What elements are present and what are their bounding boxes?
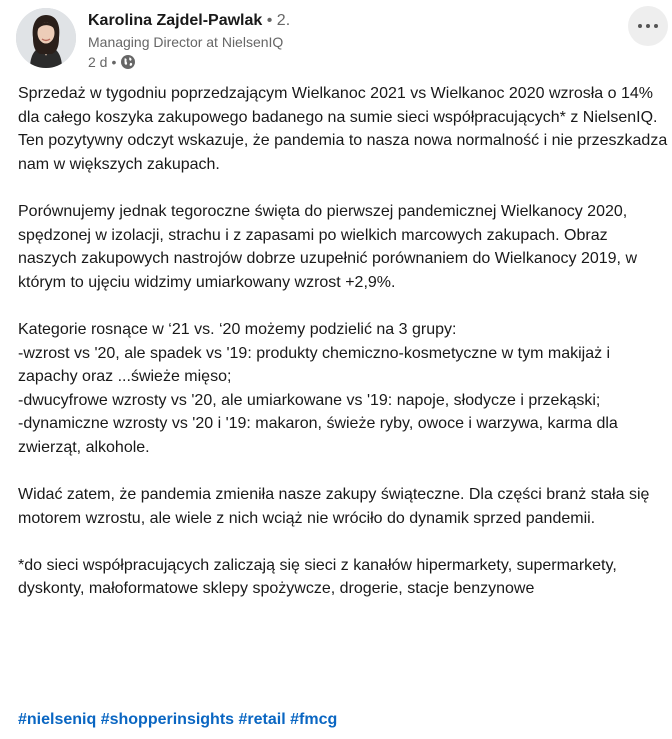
post-age: 2 d (88, 54, 108, 70)
more-dot (654, 24, 658, 28)
meta-separator: • (111, 54, 117, 70)
author-name[interactable]: Karolina Zajdel-Pawlak (88, 12, 263, 29)
post-body (18, 82, 670, 601)
hashtag-link[interactable]: #fmcg (290, 711, 338, 728)
hashtag-link[interactable]: #shopperinsights (100, 711, 235, 728)
post-meta (88, 52, 290, 72)
more-options-button[interactable] (628, 6, 668, 46)
paragraph-gap (18, 294, 670, 318)
post-paragraph: Ten pozytywny odczyt wskazuje, że pandemia to nasza nowa normalność i nie przeszkadza nam w większych zakupach. (18, 132, 668, 173)
more-dot (638, 24, 642, 28)
post-paragraph: -dynamiczne wzrosty vs '20 i '19: makaron, świeże ryby, owoce i warzywa, karma dla zwierząt, alkohole. (18, 415, 618, 456)
post-header (16, 6, 672, 72)
paragraph-gap (18, 176, 670, 200)
avatar[interactable] (16, 8, 76, 68)
post-paragraph: -dwucyfrowe wzrosty vs '20, ale umiarkowane vs '19: napoje, słodycze i przekąski; (18, 391, 601, 409)
author-name-line (88, 10, 290, 32)
hashtag-link[interactable]: #nielseniq (18, 711, 97, 728)
author-block (88, 10, 290, 72)
avatar-portrait (16, 8, 76, 68)
hashtag-list (18, 708, 668, 732)
post-paragraph: Kategorie rosnące w ‘21 vs. ‘20 możemy podzielić na 3 grupy: (18, 320, 457, 338)
connection-degree: 2. (276, 12, 291, 29)
post-paragraph: *do sieci współpracujących zaliczają się sieci z kanałów hipermarkety, supermarkety, dyskonty, małoformatowe sklepy spożywcze, drogerie, stacje benzynowe (18, 556, 617, 598)
post-paragraph: Sprzedaż w tygodniu poprzedzającym Wielkanoc 2021 vs Wielkanoc 2020 wzrosła o 14% dla całego koszyka zakupowego badanego na sumie sieci współpracujących* z NielsenIQ. (18, 85, 658, 126)
more-dot (646, 24, 650, 28)
paragraph-gap (18, 530, 670, 554)
paragraph-gap (18, 460, 670, 484)
post-paragraph: -wzrost vs '20, ale spadek vs '19: produkty chemiczno-kosmetyczne w tym makijaż i zapachy oraz ...świeże mięso; (18, 344, 611, 386)
post-paragraph: Widać zatem, że pandemia zmieniła nasze zakupy świąteczne. Dla części branż stała się motorem wzrostu, ale wiele z nich wciąż nie wróciło do dynamik sprzed pandemii. (18, 486, 650, 527)
author-headline: Managing Director at NielsenIQ (88, 34, 284, 50)
name-separator: • (266, 12, 273, 29)
hashtag-link[interactable]: #retail (238, 711, 286, 728)
post-paragraph: Porównujemy jednak tegoroczne święta do pierwszej pandemicznej Wielkanocy 2020, spędzonej w izolacji, strachu i z zapasami po wielkich marcowych zakupach. Obraz naszych zakupowych nastrojów dobrze uzupełnić porównaniem do Wielkanocy 2019, w którym to ujęciu widzimy umiarkowany wzrost +2,9%. (18, 202, 637, 291)
globe-icon (120, 54, 136, 70)
